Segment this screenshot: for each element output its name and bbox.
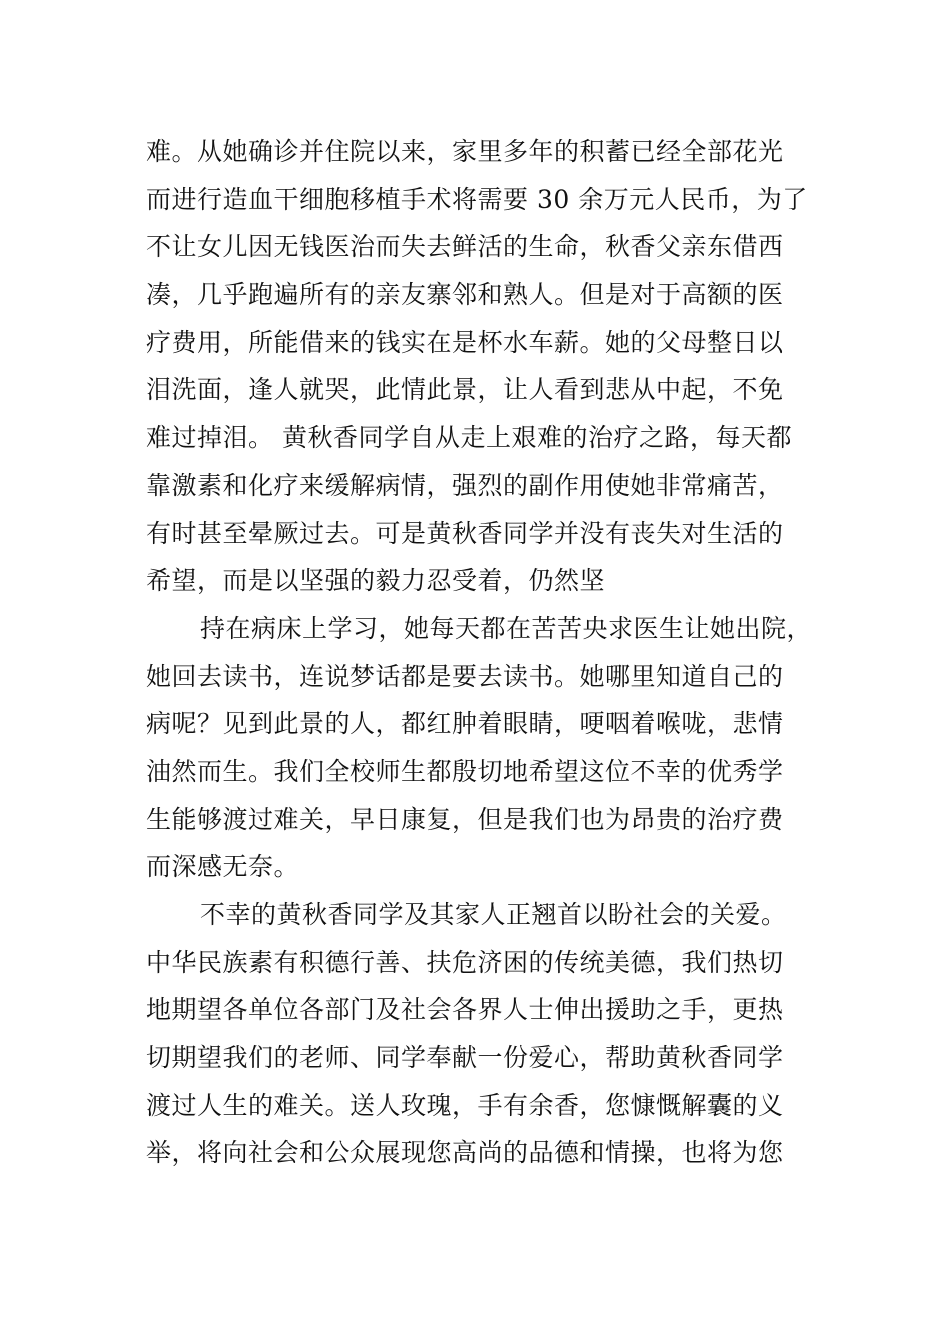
body-text: [146, 128, 816, 1177]
text-line: 泪洗面，逢人就哭，此情此景，让人看到悲从中起，不免: [146, 375, 784, 405]
text-line: 地期望各单位各部门及社会各界人士伸出援助之手，更热: [146, 995, 784, 1025]
text-line: 有时甚至晕厥过去。可是黄秋香同学并没有丧失对生活的: [146, 518, 784, 548]
text-line: 渡过人生的难关。送人玫瑰，手有余香，您慷慨解囊的义: [146, 1090, 784, 1120]
text-line: 切期望我们的老师、同学奉献一份爱心，帮助黄秋香同学: [146, 1043, 784, 1073]
text-line: 靠激素和化疗来缓解病情，强烈的副作用使她非常痛苦，: [146, 470, 784, 500]
paragraph-start-line: 不幸的黄秋香同学及其家人正翘首以盼社会的关爱。: [200, 900, 787, 929]
text-line: 疗费用，所能借来的钱实在是杯水车薪。她的父母整日以: [146, 327, 784, 357]
text-line: 难过掉泪。 黄秋香同学自从走上艰难的治疗之路，每天都: [146, 423, 792, 453]
text-line: 生能够渡过难关，早日康复，但是我们也为昂贵的治疗费: [146, 804, 784, 834]
text-line: 凑，几乎跑遍所有的亲友寨邻和熟人。但是对于高额的医: [146, 280, 784, 310]
text-line: 难。从她确诊并住院以来，家里多年的积蓄已经全部花光: [146, 137, 784, 166]
text-line: 油然而生。我们全校师生都殷切地希望这位不幸的优秀学: [146, 756, 784, 786]
text-line: 希望，而是以坚强的毅力忍受着，仍然坚: [146, 566, 606, 596]
text-line: 她回去读书，连说梦话都是要去读书。她哪里知道自己的: [146, 661, 784, 691]
text-line: 而深感无奈。: [146, 852, 300, 882]
text-line: 举，将向社会和公众展现您高尚的品德和情操，也将为您: [146, 1138, 784, 1168]
text-line: 而进行造血干细胞移植手术将需要 30 余万元人民币，为了: [146, 184, 808, 214]
text-line: 中华民族素有积德行善、扶危济困的传统美德，我们热切: [146, 947, 784, 977]
text-line: 不让女儿因无钱医治而失去鲜活的生命，秋香父亲东借西: [146, 232, 784, 262]
text-line: 病呢？见到此景的人，都红肿着眼睛，哽咽着喉咙，悲情: [146, 709, 784, 739]
paragraph-start-line: 持在病床上学习，她每天都在苦苦央求医生让她出院，: [200, 613, 813, 643]
